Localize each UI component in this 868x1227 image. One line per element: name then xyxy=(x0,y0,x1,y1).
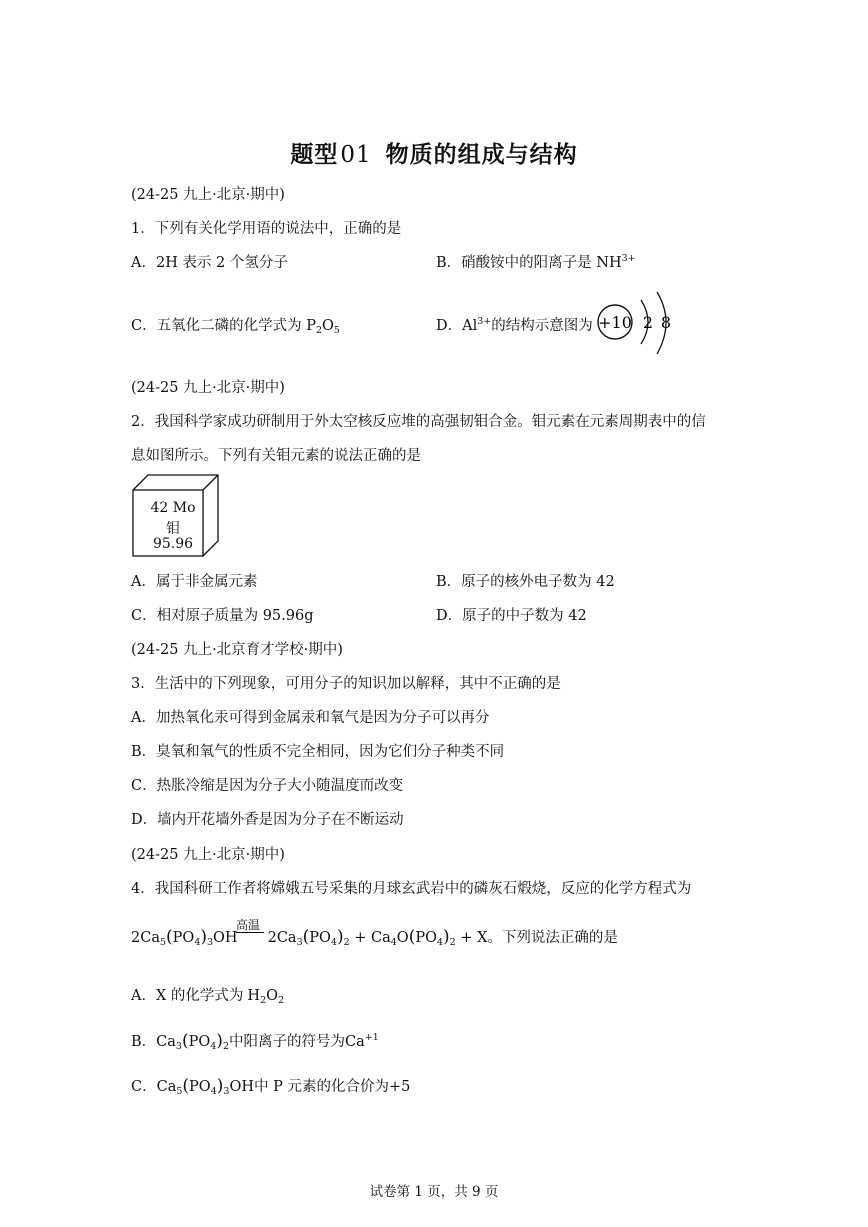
q4-stem: 4．我国科研工作者将嫦娥五号采集的月球玄武岩中的磷灰石煅烧，反应的化学方程式为 xyxy=(131,881,692,897)
shell-1-electrons: 2 xyxy=(642,313,654,332)
element-card-mo xyxy=(132,474,220,558)
q1-option-d-text2: 的结构示意图为 xyxy=(491,318,593,334)
q4-option-a-prefix: A．X 的化学式为 xyxy=(131,988,244,1004)
q1-option-d-text1: D．Al xyxy=(436,318,478,334)
q1-option-d xyxy=(436,314,593,335)
q4-option-b: B．$Ca_3(PO_4)_2$中阳离子的符号为$Ca^{+1}$ xyxy=(131,1031,379,1052)
q3-option-b: B．臭氧和氧气的性质不完全相同，因为它们分子种类不同 xyxy=(131,744,505,760)
q1-source: (24-25 九上·北京·期中) xyxy=(131,187,285,203)
nucleus-charge: +10 xyxy=(598,313,632,332)
q1-option-c-sub2: 5 xyxy=(333,325,340,336)
q3-option-d: D．墙内开花墙外香是因为分子在不断运动 xyxy=(131,812,404,828)
q1-option-c-mid: O xyxy=(322,318,334,334)
q2-source: (24-25 九上·北京·期中) xyxy=(131,380,285,396)
q3-source: (24-25 九上·北京育才学校·期中) xyxy=(131,642,343,658)
q2-option-b: B．原子的核外电子数为 42 xyxy=(436,574,615,590)
q3-option-a: A．加热氧化汞可得到金属汞和氧气是因为分子可以再分 xyxy=(131,710,490,726)
q4-option-c-suffix: 中 P 元素的化合价为+5 xyxy=(253,1079,411,1095)
element-number-symbol: 42 Mo xyxy=(150,500,196,516)
q1-option-c-text: C．五氧化二磷的化学式为 P xyxy=(131,318,316,334)
q4-option-c: C．$Ca_5(PO_4)_3OH$中 P 元素的化合价为+5 xyxy=(131,1076,411,1097)
q1-option-d-charge: 3+ xyxy=(477,316,492,327)
q2-option-c: C．相对原子质量为 95.96g xyxy=(131,608,314,624)
q2-stem-line1: 2．我国科学家成功研制用于外太空核反应堆的高强韧钼合金。钼元素在元素周期表中的信 xyxy=(131,414,706,430)
element-mass: 95.96 xyxy=(152,536,194,552)
q1-option-c-sub1: 2 xyxy=(315,325,323,336)
q3-stem: 3．生活中的下列现象，可用分子的知识加以解释，其中不正确的是 xyxy=(131,676,561,692)
title-prefix: 题型 xyxy=(290,141,339,168)
q1-option-b-charge: 3+ xyxy=(621,253,636,264)
page-footer: 试卷第 1 页，共 9 页 xyxy=(369,1184,499,1200)
page-title xyxy=(0,136,868,169)
title-number: 01 xyxy=(340,142,372,168)
q4-option-a: A．X 的化学式为 $H_2O_2$ xyxy=(131,988,285,1006)
q3-option-c: C．热胀冷缩是因为分子大小随温度而改变 xyxy=(131,778,404,794)
atom-structure-diagram xyxy=(595,290,685,360)
q1-option-b xyxy=(436,251,636,272)
q2-option-a: A．属于非金属元素 xyxy=(131,574,258,590)
q4-equation-tail: 。下列说法正确的是 xyxy=(487,930,618,946)
chemical-equation: $2Ca_5(PO_4)_3OH$ $2Ca_3(PO_4)_2 + Ca_4O(PO_4)_2 + X$。下列说法正确的是 xyxy=(131,927,618,948)
q1-option-a: A．2H 表示 2 个氢分子 xyxy=(131,255,288,271)
q4-option-c-prefix: C． xyxy=(131,1079,157,1095)
reaction-condition: 高温 xyxy=(236,918,261,932)
q2-stem-line2: 息如图所示。下列有关钼元素的说法正确的是 xyxy=(131,448,421,464)
title-text: 物质的组成与结构 xyxy=(385,141,578,168)
shell-2-electrons: 8 xyxy=(660,313,672,332)
element-name: 钼 xyxy=(166,521,180,537)
q2-option-d: D．原子的中子数为 42 xyxy=(436,608,587,624)
q1-stem: 1．下列有关化学用语的说法中，正确的是 xyxy=(131,221,402,237)
q4-option-b-suffix: 中阳离子的符号为 xyxy=(228,1034,345,1050)
q1-option-b-text: B．硝酸铵中的阳离子是 NH xyxy=(436,255,622,271)
q4-option-b-prefix: B． xyxy=(131,1034,157,1050)
q1-option-c xyxy=(131,314,340,335)
q4-source: (24-25 九上·北京·期中) xyxy=(131,847,285,863)
